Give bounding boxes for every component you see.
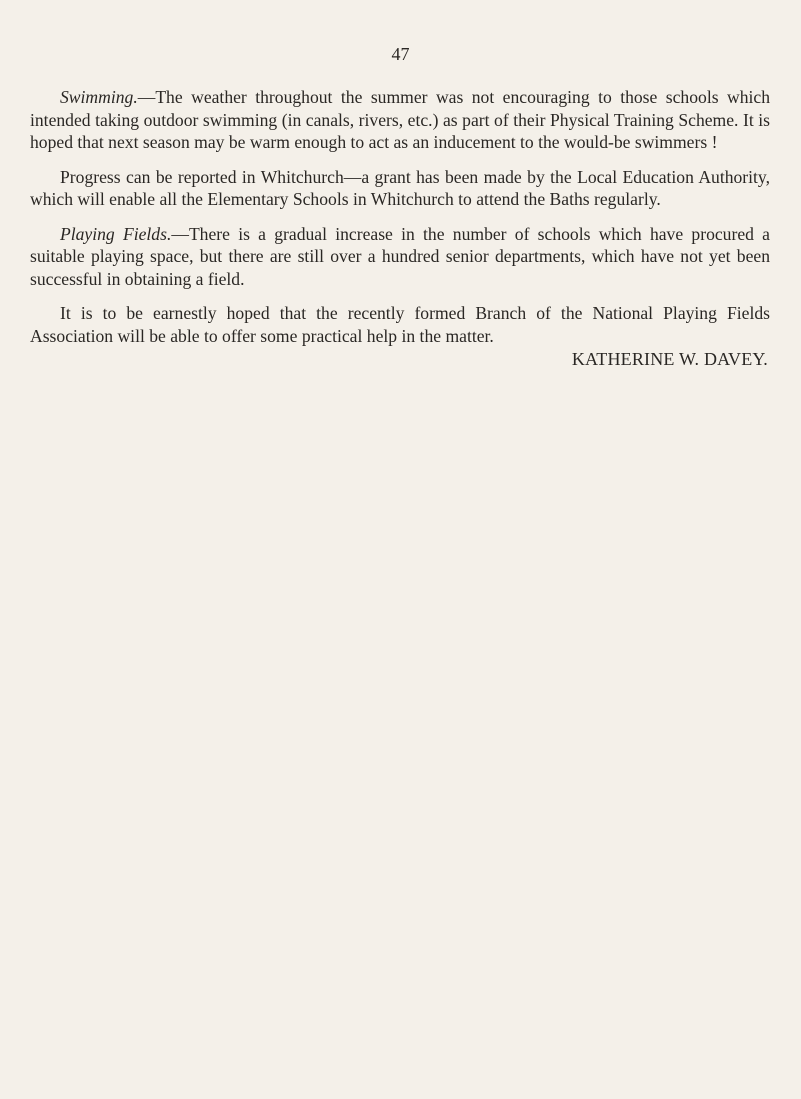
page-number: 47 xyxy=(391,44,410,64)
paragraph-text: —The weather throughout the summer was not encouraging to those schools which intended taking outdoor swimming (in canals, rivers, etc.) as part of their Physical Training Scheme. It is hoped that next season may be warm enough to act as an inducement to the would-be swimmers ! xyxy=(30,87,770,152)
paragraph-text: It is to be earnestly hoped that the recently formed Branch of the National Playing Fields Association will be able to offer some practical help in the matter. xyxy=(30,303,770,346)
paragraph-swimming xyxy=(30,86,770,154)
paragraph-association xyxy=(30,302,770,347)
paragraph-playing-fields xyxy=(30,223,770,291)
paragraph-text: Progress can be reported in Whitchurch—a grant has been made by the Local Education Authority, which will enable all the Elementary Schools in Whitchurch to attend the Baths regularly. xyxy=(30,166,770,209)
paragraph-text: —There is a gradual increase in the number of schools which have procured a suitable playing space, but there are still over a hundred senior departments, which have not yet been successful in obtaining a field. xyxy=(30,223,770,289)
paragraph-heading: Playing Fields. xyxy=(60,223,172,244)
signature: KATHERINE W. DAVEY. xyxy=(571,349,768,369)
body-text xyxy=(30,86,770,371)
paragraph-heading: Swimming. xyxy=(60,87,138,107)
paragraph-whitchurch xyxy=(30,166,770,211)
